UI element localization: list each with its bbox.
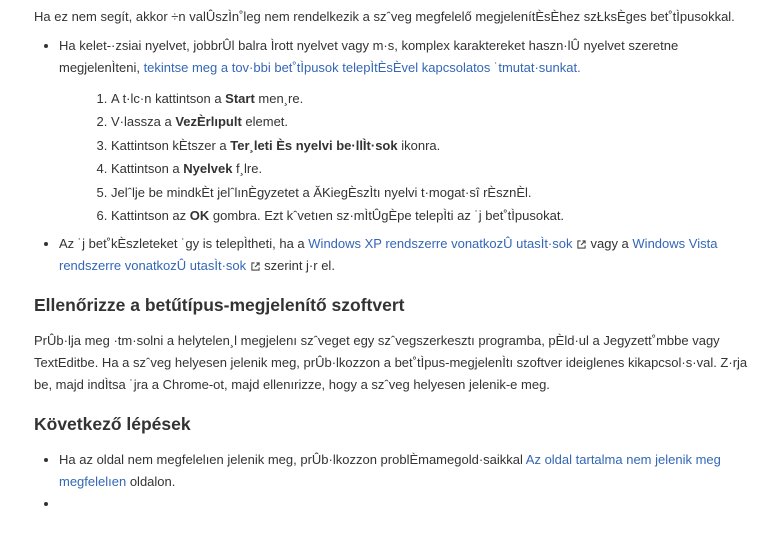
page-content-not-displayed-link[interactable]: Az oldal tartalma nem jelenik meg megfelelıen [59, 452, 721, 490]
step-item [111, 181, 752, 204]
step-bold-text: VezÈrlıpult [175, 114, 242, 130]
tips-list [34, 35, 752, 277]
step-bold-text: Ter¸leti Ès nyelvi be·llÌt·sok [230, 137, 398, 153]
additional-fonts-guide-link[interactable]: tekintse meg a tov·bbi bet˚tÌpusok telepÌtÈsÈvel kapcsolatos ˙tmutat·sunkat. [143, 60, 581, 75]
step-text: f¸lre. [232, 161, 263, 177]
external-link-icon [577, 240, 586, 249]
step-bold-text: Nyelvek [183, 161, 233, 177]
step-item [111, 134, 752, 157]
step-item [111, 204, 752, 227]
font-software-paragraph: PrÛb·lja meg ·tm·solni a helytelen¸l megjelenı szˆveget egy szˆvegszerkesztı programba, pÈld·ul a Jegyzett˚mbbe vagy TextEditbe. Ha a szˆveg helyesen jelenik meg, prÛb·lkozzon a bet˚tÌpus-megjelenÌtı szoftver ideiglenes kikapcsol·s·val. Z·rja be, majd indÌtsa ˙jra a Chrome-ot, majd ellenırizze, hogy a szˆveg helyesen jelenik-e meg. [34, 333, 748, 393]
windows-xp-instructions-link[interactable]: Windows XP rendszerre vonatkozÛ utasÌt·sok [308, 236, 573, 252]
step-text: Kattintson az [111, 208, 190, 224]
list-item-text: Az ˙j bet˚kÈszleteket ˙gy is telepÌtheti, ha a [59, 236, 309, 252]
section-heading-font-software: Ellenőrizze a betűtípus-megjelenítő szoftvert [34, 295, 405, 316]
external-link-icon [251, 262, 260, 271]
install-steps-list [59, 87, 752, 227]
list-item-text: Ha az oldal nem megfelelıen jelenik meg, prÛb·lkozzon problÈmamegold·saikkal [59, 452, 526, 468]
list-item-text: vagy a [590, 236, 633, 252]
section-heading-next-steps: Következő lépések [34, 414, 191, 435]
step-text: men¸re. [254, 91, 304, 106]
step-item [111, 110, 752, 133]
list-item-text: Ha kelet-·zsiai nyelvet, jobbrÛl balra Ìrott nyelvet vagy m·s, komplex karaktereket haszn·lÛ nyelvet szeretne megjelenÌteni, [59, 38, 679, 75]
step-item [111, 157, 752, 180]
list-item-text: oldalon. [126, 474, 176, 490]
step-item [111, 87, 752, 110]
step-text: ikonra. [397, 137, 441, 153]
step-text: A t·lc·n kattintson a [111, 91, 226, 106]
step-text: Kattintson kÈtszer a [111, 137, 231, 153]
step-text: Jelˆlje be mindkÈt jelˆlınÈgyzetet a ĂKiegÈszÌtı nyelvi t·mogat·sî rÈsznÈl. [111, 184, 532, 200]
list-item [59, 35, 752, 227]
list-item [59, 449, 752, 493]
windows-vista-instructions-link[interactable]: Windows Vista rendszerre vonatkozÛ utasÌt·sok [59, 236, 718, 274]
step-text: gombra. Ezt kˆvetıen sz·mÌtÛgÈpe telepÌti az ˙j bet˚tÌpusokat. [209, 208, 565, 224]
intro-paragraph: Ha ez nem segít, akkor ÷n valÛszÌn˚leg nem rendelkezik a szˆveg megfelelő megjelenítÈsÈhez szŁksÈges bet˚tÌpusokkal. [34, 9, 735, 24]
step-text: elemet. [241, 114, 289, 130]
step-text: Kattintson a [111, 161, 184, 177]
list-item-text: szerint j·r el. [264, 258, 335, 274]
step-text: V·lassza a [111, 114, 176, 130]
list-item [59, 493, 752, 515]
list-item [59, 233, 752, 277]
step-bold-text: Start [225, 91, 255, 106]
next-steps-list [34, 449, 752, 515]
step-bold-text: OK [189, 208, 210, 224]
